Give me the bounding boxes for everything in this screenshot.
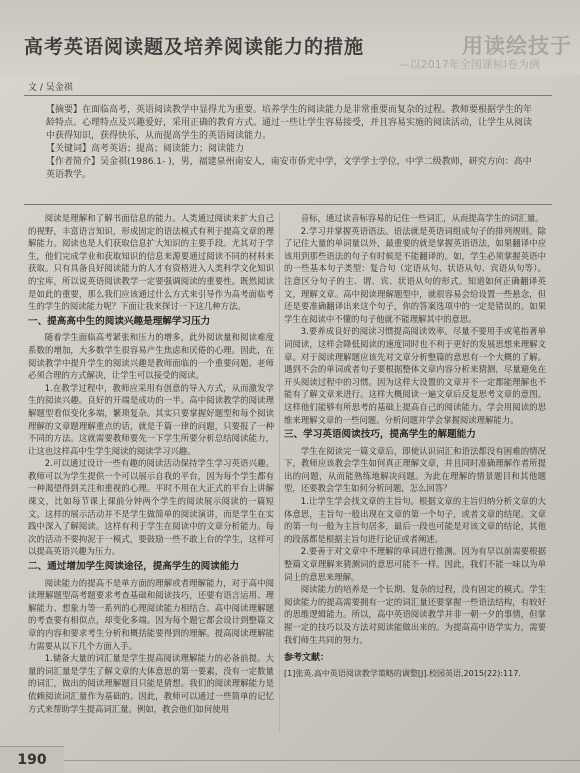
left-column [28,212,274,740]
footer-rule [64,760,580,761]
watermark-subheading: —以2017年全国课标Ⅰ卷为例 [398,58,540,71]
top-rule [24,95,552,96]
paragraph: 2.要善于对文章中不理解的单词进行推测。因为有早以前需要根据整篇文章理解来猜测词的意思可能不一样。因此，我们不能一味以为单词上的意思来理解。 [284,546,546,582]
paragraph: 1.在教学过程中，教师应采用有创意的导入方式，从而激发学生的阅读兴趣。良好的开端是成功的一半。高中阅读教学的阅读理解题型看似变化多端，繁琐复杂。其实只要掌握好题型和每个阅读理解的文章题理解重点的话，就是千篇一律的问题，只要报了一种不同的方法。这就需要教师要先一下学生所要分析总结阅读能力，让这也这样高中生学生阅读的阅读学习兴趣。 [28,382,274,456]
paragraph: 1.让学生学会找文章的主旨句。根据文章的主旨归纳分析文章的大体意思，主旨句一般出现在文章的第一个句子，或者文章的结尾。文章的第一句一般为主旨句居多，最后一段也可能是对该文章的结论，其他的段落都是根据主旨句进行论证或者阐述。 [284,496,546,544]
paragraph: 2.学习并掌握英语语法。语法就是英语词组成句子的排列规则。除了记住大量的单词量以外，最重要的就是掌握英语语法，如果翻译中应该用到那些语法的句子有时候是不能翻译的。如，学生必须掌握英语中的一些基本句子类型：复合句（定语从句、状语从句、宾语从句等）。注意区分句子的主、谓、宾、状语从句的形式。知道如何正确翻译英文，理解文章。高中阅读理解题型中，就很容易会给设置一些悬念，但还是要准确翻译出来这个句子，你的答案选项中的一定是错误的。如果学生在阅读中不懂的句子他就不能理解其中的意思。 [284,225,546,324]
section-heading-1: 一、提高高中生的阅读兴趣是理解学习压力 [28,315,211,327]
abstract-author-info: 【作者简介】吴金祺(1986.1- )，男，福建泉州南安人，南安市侨光中学，文学学士学位，中学二级教师，研究方向：高中英语教学。 [46,157,532,180]
abstract-rule [24,204,552,205]
paragraph: 学生在阅读完一篇文章后，即使认识词汇和语法都没有困难的情况下，教师应该教会学生如何真正理解文章，并且同时准确理解作者所提出的问题，从而能熟练地解决问题。为此在理解的情景题目和其他题型，还要教会学生如何分析问题，怎么回答？ [284,445,546,494]
paragraph: 音标，通过读音标容易的记住一些词汇，从而提高学生的词汇量。 [300,213,544,223]
right-column [284,212,546,740]
column-divider [279,212,280,732]
paragraph: 3.要养成良好的阅读习惯提高阅读效率。尽量不要用手或笔指著单词阅读，这样会降低阅读的速度同时也不利于更好的发展思想来理解文章。对于阅读理解题应该先对文章分析整篇的意思有一个大概的了解。遇到不会的单词或者句子要根据整体文章内容分析来猜测，尽量避免在开头阅读过程中的习惯。因为这样大设置的文章并不一定都能理解也不能有了解文章来进行。这样大概阅读一遍文章后反复思考文章的意图。这样他们能够有所思考的基础上提高自己的阅读能力。学会用阅读的思维来理解文章的一些问题。分析问题并学会掌握阅读理解能力。 [284,326,546,425]
section-heading-2: 二、通过增加学生阅读途径，提高学生的阅读能力 [28,561,240,573]
paragraph: 随着学生面临高考紧张和压力的增多，此外阅读量和阅读难度系数的增加，大多数学生很容易产生焦虑和厌倦的心理。因此，在阅读教学中提升学生的阅读兴趣是教师面临的一个重要问题。老师必须合理的方式解决，让学生可以接受的阅读。 [28,332,274,381]
paragraph: 阅读是理解和了解书面信息的能力。人类通过阅读来扩大自己的视野，丰富语言知识，形成固定的语法模式有利于提高文章的理解能力。阅读也是人们获取信息扩大知识的主要手段。尤其对于学生，他们完成学业和获取知识的信息来源要通过阅读不同的材料来获取。只有具备良好阅读能力的人才有资格进入人类科学文化知识的宝库，所以说英语阅读教学一定要强调阅读的重要性。既然阅读是如此的重要，那么我们应该通过什么方式来引导作为高考面临考生的学生的阅读能力呢？下面让我来探讨一下这几种方法。 [28,213,274,312]
reference-item: [1]张英.高中英语阅读教学策略的调整[J].校园英语,2015(22):117. [284,668,521,678]
references-heading: 参考文献： [284,653,330,664]
paragraph: 1.储备大量的词汇量是学生提高阅读理解能力的必备前提。大量的词汇量是学生了解文章的大体意思的第一要素，没有一定数量的词汇，做出的阅读理解题目只能是猜想。我们的阅读理解能力是依赖阅读词汇量作为基础的。因此，教师可以通过一些简单的记忆方式来帮助学生提高词汇量。例如，教会他们如何使用 [28,653,274,714]
paragraph: 阅读能力的提高不是单方面的理解或者理解能力，对于高中阅读理解题型高考题要求考查基础和阅读技巧，还要有语言运用、理解能力、想象力等一系列的心理阅读能力相结合。高中阅读理解题的考查要有相似点，却变化多端。因为每个题它都会设计到整篇文章的内容和要求考生分析和概括能要得到的理解。提高阅读理解能力需要从以下几个方面入手。 [28,577,274,651]
watermark-heading: 用读绘技于 [462,34,572,58]
abstract-summary: 【摘要】在面临高考，英语阅读教学中显得尤为重要。培养学生的阅读能力是非常重要而复杂的过程。教师要根据学生的年龄特点、心理特点及兴趣爱好，采用正确的教育方式。通过一些让学生容易接受，并且容易实施的阅读活动，让学生从阅读中获得知识，获得快乐，从而提高学生的英语阅读能力。 [46,105,533,141]
page-number: 190 [0,746,64,773]
abstract-keywords: 【关键词】高考英语；提高；阅读能力；阅读能力 [46,144,245,154]
paragraph: 2.可以通过设计一些有趣的阅读活动保持学生学习英语兴趣。教师可以为学生提供一个可以展示自我的平台，因为每个学生都有一种渴望得到关注和重视的心理。平时不用在大正式的平台上讲解课文，比如每节课上课前分钟两个学生的阅读展示阅读的一篇短文。这样的展示活动并不是学生做简单的阅读演讲，而是学生在实践中深入了解阅读。这样有利于学生在阅读中的文章分析能力。每次的活动不要拘泥于一模式，要鼓励一些不敢上台的学生，这样可以提高英语兴趣为压力。 [28,458,274,557]
article-author: 文 / 吴金祺 [28,83,73,93]
article-title: 高考英语阅读题及培养阅读能力的措施 [24,36,365,58]
abstract-block [46,104,540,182]
section-heading-3: 三、学习英语阅读技巧，提高学生的解题能力 [284,429,476,441]
paragraph: 阅读能力的培养是一个长期、复杂的过程，没有固定的模式。学生阅读能力的提高需要拥有一定的词汇量还要掌握一些语法结构，有较好的思维逻辑能力。所以，高中英语阅读教学并非一朝一夕的事情，但掌握一定的技巧以及方法对阅读能做出来的。为提高高中语学实力，需要我们师生共同的努力。 [284,584,546,645]
